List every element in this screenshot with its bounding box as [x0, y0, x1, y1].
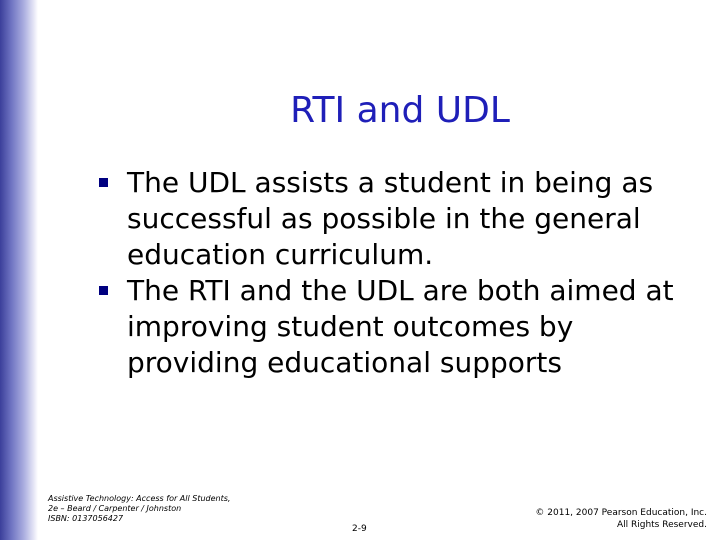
bullet-text-line: education curriculum. — [127, 238, 434, 271]
bullet-text-line: successful as possible in the general — [127, 202, 641, 235]
bullet-list — [95, 165, 705, 381]
citation-line: Assistive Technology: Access for All Students, — [48, 494, 231, 503]
footer-citation — [48, 494, 268, 524]
bullet-text-line: The UDL assists a student in being as — [127, 166, 654, 199]
square-bullet-icon — [99, 178, 108, 187]
side-gradient-bar — [0, 0, 38, 540]
square-bullet-icon — [99, 286, 108, 295]
copyright-line: © 2011, 2007 Pearson Education, Inc. — [535, 508, 707, 518]
citation-line: ISBN: 0137056427 — [48, 514, 124, 523]
bullet-text-line: improving student outcomes by — [127, 310, 574, 343]
copyright-line: All Rights Reserved. — [616, 520, 707, 530]
bullet-text-line: The RTI and the UDL are both aimed at — [127, 274, 674, 307]
bullet-text-line: providing educational supports — [127, 346, 562, 379]
slide-title: RTI and UDL — [290, 90, 510, 131]
citation-line: 2e – Beard / Carpenter / Johnston — [48, 504, 182, 513]
page-number: 2-9 — [352, 524, 367, 534]
bullet-item — [95, 165, 705, 273]
footer-copyright — [487, 507, 707, 531]
bullet-item — [95, 273, 705, 381]
